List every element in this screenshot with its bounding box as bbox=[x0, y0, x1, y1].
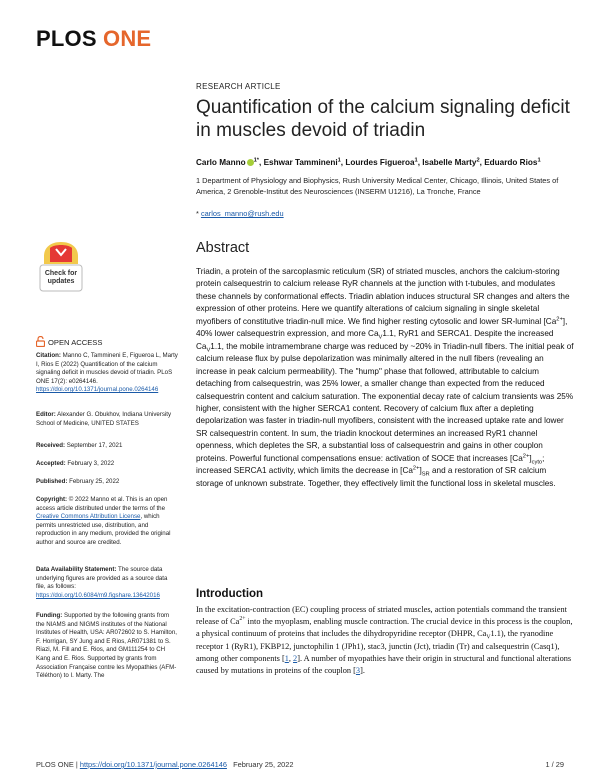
data-availability-label: Data Availability Statement: bbox=[36, 566, 117, 573]
corresponding-author bbox=[196, 209, 284, 218]
funding-text: Supported by the following grants from the NIAMS and NIGMS institutes of the National Institutes of Health, USA: AR072602 to S. Hamilton, F. Horrigan, SY Jung and E Rios, AR071381 to S. Riazi, M. Fill and E. Rios, and GM111254 to CH Kang and E. Rios. Supported by grants from Association Française contre les Myopathies (AFM-Téléthon) to I. Marty. The bbox=[36, 612, 177, 680]
footer-doi-link[interactable]: https://doi.org/10.1371/journal.pone.0264146 bbox=[79, 760, 227, 769]
cc-license-link[interactable]: Creative Commons Attribution License bbox=[36, 513, 141, 521]
journal-logo bbox=[36, 26, 151, 52]
published-label: Published: bbox=[36, 478, 68, 485]
copyright-block bbox=[36, 496, 178, 548]
corresponding-prefix: * bbox=[196, 209, 201, 218]
check-for-updates-label[interactable]: Check for updates bbox=[44, 270, 78, 285]
data-availability-block bbox=[36, 566, 178, 600]
article-title: Quantification of the calcium signaling deficit in muscles devoid of triadin bbox=[196, 97, 570, 141]
affiliations: 1 Department of Physiology and Biophysics, Rush University Medical Center, Chicago, Illinois, United States of America, 2 Grenoble-Institut des Neurosciences (INSERM U1216), La Tronche, France bbox=[196, 176, 559, 196]
author-name[interactable]: Eduardo Rios bbox=[484, 158, 538, 167]
page-footer bbox=[36, 760, 564, 769]
introduction-text: In the excitation-contraction (EC) coupling process of striated muscles, action potentials command the transient release of $Ca^{2+}$ into the myoplasm, enabling muscle contraction. The crucial device in this process is the couplon, a physical continuum of proteins that includes the dihydropyridine receptor (DHPR, $Ca_V1.1$), the ryanodine receptor 1 (RyR1), FKBP12, junctophilin 1 (JPh1), stac3, junctin (Jct), triadin (Tr) and calsequestrin (Casq1), among other components [1, 2]. A number of myopathies have their origin in structural and functional alterations caused by mutations in proteins of the couplon [3]. bbox=[196, 605, 573, 676]
abstract-heading: Abstract bbox=[196, 240, 250, 256]
footer-journal: PLOS ONE bbox=[36, 760, 74, 769]
citation-text: Manno C, Tammineni E, Figueroa L, Marty I, Rios E (2022) Quantification of the calcium signaling deficit in muscles devoid of triadin. PLoS ONE 17(2): e0264146. bbox=[36, 352, 178, 385]
copyright-label: Copyright: bbox=[36, 496, 68, 503]
published-date: February 25, 2022 bbox=[69, 478, 120, 485]
footer-separator: | bbox=[73, 760, 80, 769]
funding-label: Funding: bbox=[36, 612, 63, 619]
author-affil-sup: 1 bbox=[414, 157, 418, 164]
editor-text: Alexander G. Obukhov, Indiana University School of Medicine, UNITED STATES bbox=[36, 411, 172, 427]
open-access-badge bbox=[36, 336, 102, 347]
open-lock-icon bbox=[36, 336, 45, 347]
received-block bbox=[36, 442, 178, 451]
page-number: 1 / 29 bbox=[545, 760, 564, 769]
author-name[interactable]: Lourdes Figueroa bbox=[345, 158, 415, 167]
open-access-label: OPEN ACCESS bbox=[48, 338, 103, 347]
data-doi-link[interactable]: https://doi.org/10.6084/m9.figshare.13642016 bbox=[36, 591, 160, 599]
author-affil-sup: 2 bbox=[476, 157, 480, 164]
funding-block bbox=[36, 612, 178, 681]
copyright-text: © 2022 Manno et al. This is an open access article distributed under the terms of the bbox=[36, 496, 168, 512]
introduction-heading: Introduction bbox=[196, 588, 264, 600]
received-label: Received: bbox=[36, 442, 66, 449]
copyright-text-end: , which permits unrestricted use, distribution, and reproduction in any medium, provided the original author and source are credited. bbox=[36, 513, 171, 546]
footer-date: February 25, 2022 bbox=[233, 760, 294, 769]
published-block bbox=[36, 478, 178, 487]
citation-block bbox=[36, 352, 178, 395]
accepted-block bbox=[36, 460, 178, 469]
author-affil-sup: 1* bbox=[253, 157, 260, 164]
logo-one: ONE bbox=[103, 26, 152, 51]
received-date: September 17, 2021 bbox=[66, 442, 123, 449]
author-list: Carlo Manno $^{1*}$, Eshwar Tammineni$^1$, Lourdes Figueroa$^1$, Isabelle Marty$^2$, Eduardo Rios$^1$ bbox=[196, 157, 541, 167]
author-name[interactable]: Eshwar Tammineni bbox=[263, 158, 338, 167]
article-type: RESEARCH ARTICLE bbox=[196, 82, 281, 91]
author-affil-sup: 1 bbox=[337, 157, 341, 164]
orcid-icon[interactable] bbox=[247, 159, 254, 166]
logo-plos: PLOS bbox=[36, 26, 97, 51]
accepted-label: Accepted: bbox=[36, 460, 66, 467]
accepted-date: February 3, 2022 bbox=[67, 460, 115, 467]
author-name[interactable]: Carlo Manno bbox=[196, 158, 246, 167]
citation-label: Citation: bbox=[36, 352, 61, 359]
editor-label: Editor: bbox=[36, 411, 56, 418]
data-availability-text: The source data underlying figures are provided as a source data file, as follows: bbox=[36, 566, 168, 591]
author-affil-sup: 1 bbox=[537, 157, 541, 164]
editor-block bbox=[36, 411, 178, 428]
citation-doi-link[interactable]: https://doi.org/10.1371/journal.pone.0264146 bbox=[36, 386, 159, 394]
abstract-text: Triadin, a protein of the sarcoplasmic reticulum (SR) of striated muscles, anchors the calcium-storing protein calsequestrin to calcium release RyR channels at the junction with t-tubules, and modulates these channels by conformational effects. Triadin ablation induces structural SR changes and alters the expression of other proteins. Here we quantify alterations of calcium signaling in single skeletal myofibers of constitutive triadin-null mice. We find higher resting cytosolic and lower SR-luminal $[Ca^{2+}]$, 40% lower calsequestrin expression, and more $Ca_V1.1$, RyR1 and SERCA1. Despite the increased $Ca_V1.1$, the mobile intramembrane charge was reduced by ~20% in Triadin-null fibers. The initial peak of calcium release flux by pulse depolarization was minimally altered in the null fibers (revealing an increase in peak calcium permeability). The "hump" phase that followed, attributable to calcium detaching from calsequestrin, was 25% lower, a smaller change than expected from the reduced calsequestrin content and calcium saturation. The exponential decay rate of calcium transients was 25% higher, consistent with the higher SERCA1 content. Recovery of calcium flux after a depleting depolarization was faster in triadin-null myofibers, consistent with the increased uptake rate and lower SR calsequestrin content. In sum, the triadin knockout determines an increased RyR1 channel openness, which depletes the SR, a substantial loss of calsequestrin and gains in other couplon proteins. Powerful functional compensations ensue: activation of SOCE that increases $[Ca^{2+}]_{cyto}$; increased SERCA1 activity, which limits the decrease in $[Ca^{2+}]_{SR}$ and a restoration of SR calcium storage of unknown substrate. Together, they effectively limit the functional loss in skeletal muscles. bbox=[196, 267, 574, 488]
corresponding-email-link[interactable]: carlos_manno@rush.edu bbox=[200, 209, 284, 218]
author-name[interactable]: Isabelle Marty bbox=[422, 158, 477, 167]
